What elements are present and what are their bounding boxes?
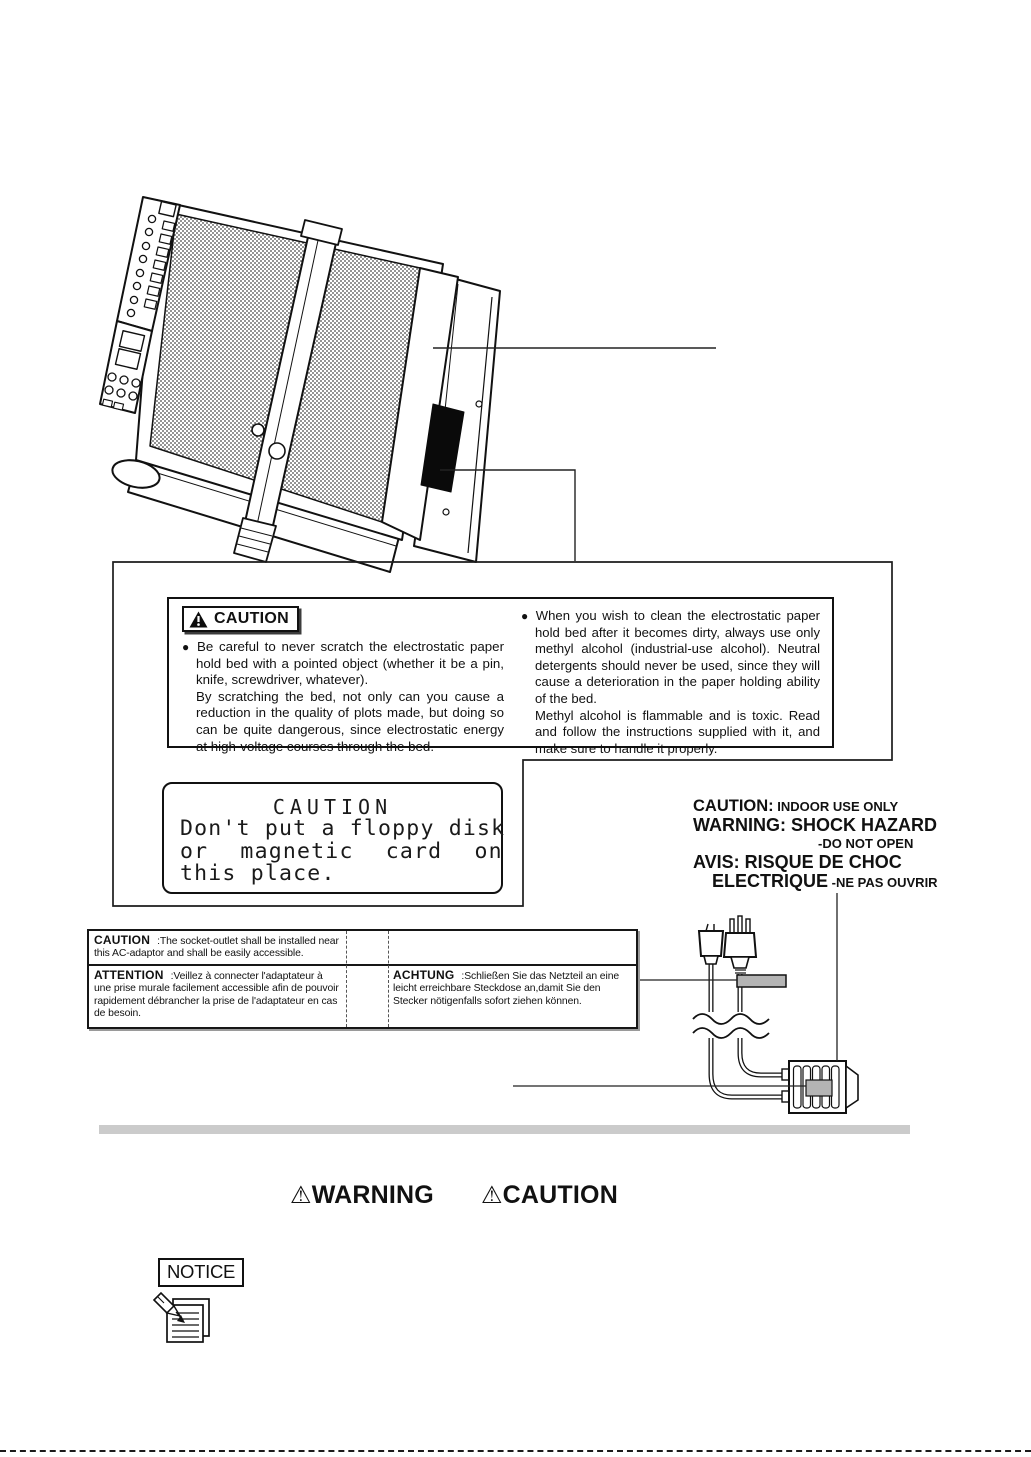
floppy-label-line: Don't put a floppy disk <box>180 816 506 841</box>
avis-line2: ELECTRIQUE -NE PAS OUVRIR <box>712 871 938 891</box>
note-pencil-icon <box>154 1293 209 1342</box>
caution-paragraph: ● When you wish to clean the electrostatic paper hold bed after it becomes dirty, always use only methyl alcohol (industrial-use alcohol). Neutral detergents should never be used, since they will cause a deterioration in the paper holding ability of the bed. <box>521 608 821 706</box>
signal-words-line <box>290 1181 618 1210</box>
cord-label <box>737 975 786 987</box>
control-panel <box>100 197 180 413</box>
section-divider-bar <box>99 1125 910 1134</box>
avis-line: AVIS: RISQUE DE CHOC <box>693 852 902 872</box>
warning-word: WARNING <box>311 1181 434 1209</box>
caution-box <box>167 597 834 756</box>
warning-triangle-icon <box>189 611 208 628</box>
bullet-icon: ● <box>182 640 192 654</box>
caution-paragraph: ● Be careful to never scratch the electrostatic paper hold bed with a pointed object (whether it be a pin, knife, screwdriver, whatever). <box>182 639 504 688</box>
bullet-icon: ● <box>521 609 531 623</box>
caution-badge-label: CAUTION <box>214 610 289 627</box>
table-row-divider <box>89 964 636 966</box>
notice-box <box>158 1258 244 1287</box>
shock-hazard-warnings <box>693 797 938 892</box>
caution-word: CAUTION <box>502 1181 618 1209</box>
socket-outlet-table <box>87 929 638 1029</box>
table-cell-achtung: ACHTUNG :Schließen Sie das Netzteil an eine leicht erreichbare Steckdose an,damit Sie den Stecker nötigenfalls sofort ziehen können. <box>393 968 620 1007</box>
plotter-illustration <box>100 197 500 572</box>
ac-adapter <box>782 1061 858 1113</box>
table-cell-caution: CAUTION :The socket-outlet shall be installed near this AC-adaptor and shall be easily accessible. <box>94 933 339 960</box>
table-column-divider <box>346 931 347 1027</box>
warning-triangle-icon: ⚠ <box>290 1181 312 1209</box>
shock-hazard-line: WARNING: SHOCK HAZARD <box>693 815 937 835</box>
caution-right-column <box>521 608 820 757</box>
indoor-use-line: CAUTION: INDOOR USE ONLY <box>693 797 899 815</box>
floppy-label-line: this place. <box>180 861 336 886</box>
caution-left-column <box>182 639 504 755</box>
caution-paragraph: By scratching the bed, not only can you cause a reduction in the quality of plots made, but doing so can be quite dangerous, since electrostatic energy at high-voltage courses through the bed. <box>196 688 504 754</box>
dc-connector <box>699 924 723 964</box>
caution-badge <box>182 606 299 632</box>
table-cell-attention: ATTENTION :Veillez à connecter l'adaptateur à une prise murale facilement accessible afin de pouvoir rapidement débrancher la prise de l'adaptateur en cas de besoin. <box>94 968 339 1019</box>
floppy-label-title: CAUTION <box>272 795 393 819</box>
warning-triangle-icon: ⚠ <box>480 1181 503 1209</box>
callout-line-side-label <box>440 470 575 561</box>
do-not-open-line: -DO NOT OPEN <box>818 836 914 851</box>
caution-paragraph: Methyl alcohol is flammable and is toxic. Read and follow the instructions supplied with it, and make sure to handle it properly. <box>535 707 820 756</box>
table-column-divider <box>388 931 389 1027</box>
adapter-label <box>806 1080 832 1096</box>
page-bottom-dashed-rule <box>0 1450 1031 1452</box>
ac-plug <box>724 916 756 973</box>
notice-label: NOTICE <box>167 1261 236 1282</box>
floppy-caution-label <box>162 782 506 894</box>
floppy-label-line: or magnetic card on <box>180 838 503 864</box>
